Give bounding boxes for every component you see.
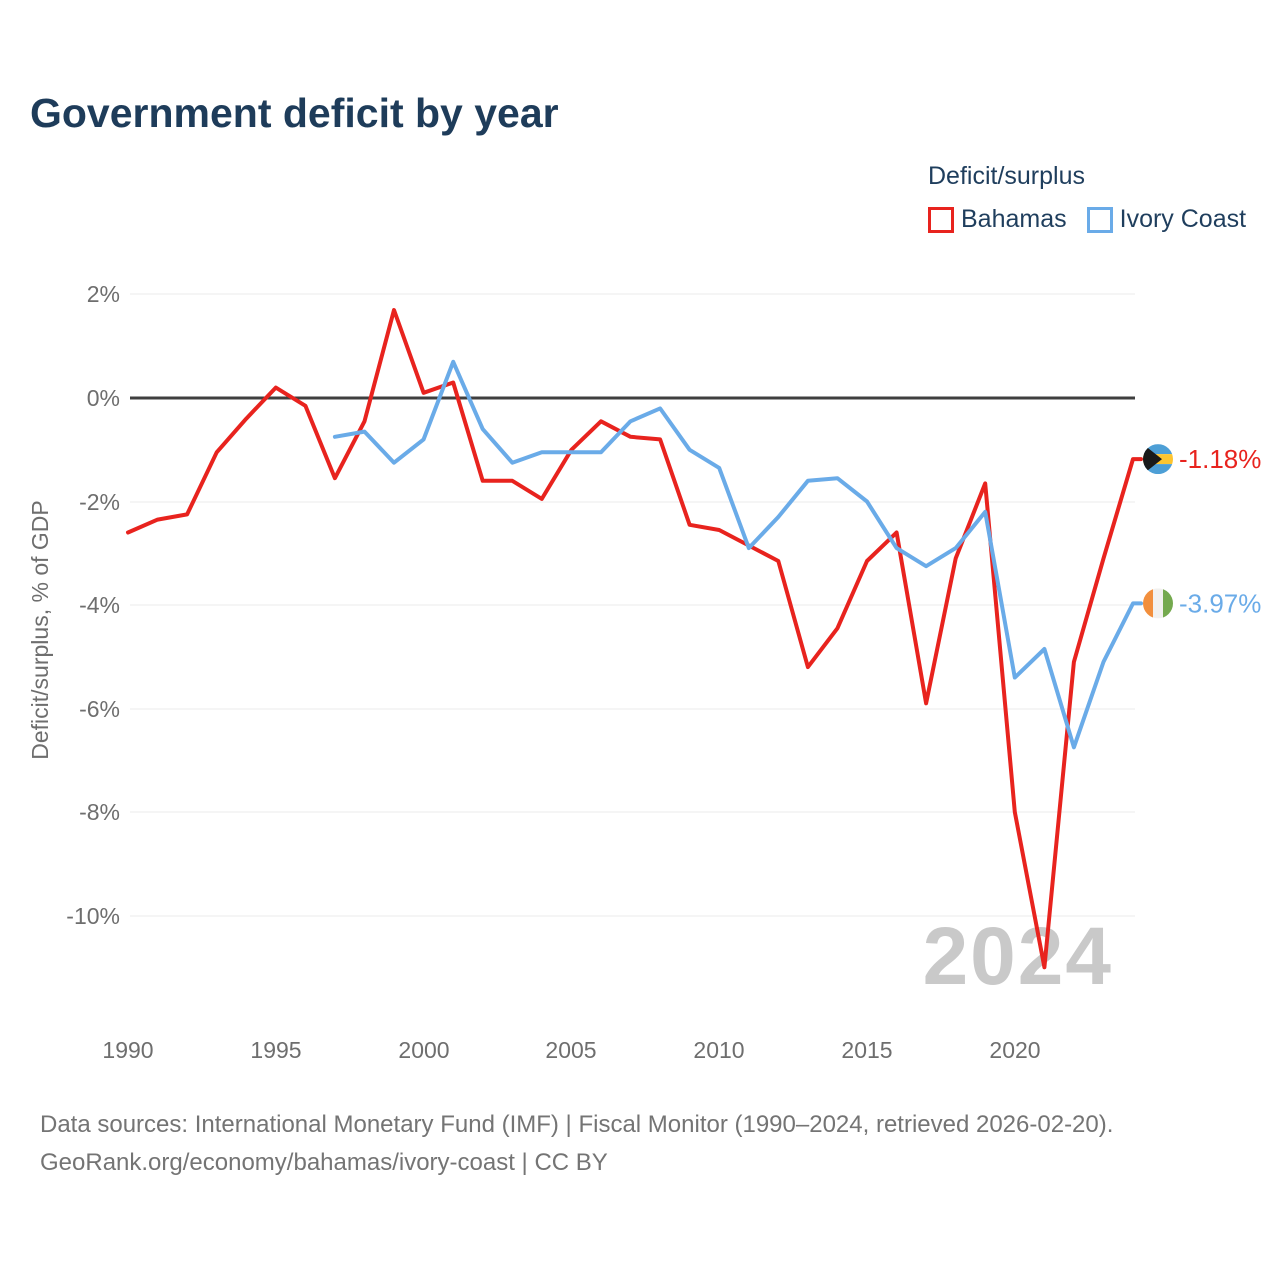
legend-title: Deficit/surplus [928,162,1085,190]
ivory-coast-end-value: -3.97% [1179,588,1262,619]
y-axis-title: Deficit/surplus, % of GDP [27,500,53,760]
legend-item-ivory-coast[interactable] [1087,205,1246,234]
ivory-coast-flag-icon [1143,588,1173,618]
x-tick-label: 2015 [841,1037,893,1063]
y-tick-label: 2% [86,281,120,307]
y-tick-label: 0% [86,385,120,411]
watermark-year: 2024 [922,911,1113,1002]
bahamas-line[interactable] [128,310,1141,967]
legend [928,162,1246,234]
page-title: Government deficit by year [30,90,559,136]
y-tick-label: -2% [79,489,120,515]
y-tick-label: -10% [66,903,120,929]
footer [40,1106,1113,1182]
legend-item-label: Ivory Coast [1119,205,1247,233]
y-tick-label: -8% [79,799,120,825]
y-tick-label: -6% [79,696,120,722]
bahamas-swatch-icon [928,207,954,233]
legend-item-label: Bahamas [961,205,1067,233]
x-tick-label: 2005 [545,1037,597,1063]
x-tick-label: 2020 [989,1037,1041,1063]
ivory-coast-line[interactable] [335,362,1141,748]
legend-item-bahamas[interactable] [928,205,1067,234]
footer-attribution-line: GeoRank.org/economy/bahamas/ivory-coast | CC BY [40,1149,608,1176]
y-tick-label: -4% [79,592,120,618]
bahamas-end-value: -1.18% [1179,444,1262,475]
x-tick-label: 1990 [102,1037,154,1063]
x-tick-label: 2000 [398,1037,450,1063]
footer-source-line: Data sources: International Monetary Fund (IMF) | Fiscal Monitor (1990–2024, retrieved 2026-02-20). [40,1111,1114,1138]
bahamas-flag-icon [1143,444,1173,474]
x-tick-label: 1995 [250,1037,302,1063]
x-tick-label: 2010 [693,1037,745,1063]
ivory-coast-swatch-icon [1087,207,1113,233]
